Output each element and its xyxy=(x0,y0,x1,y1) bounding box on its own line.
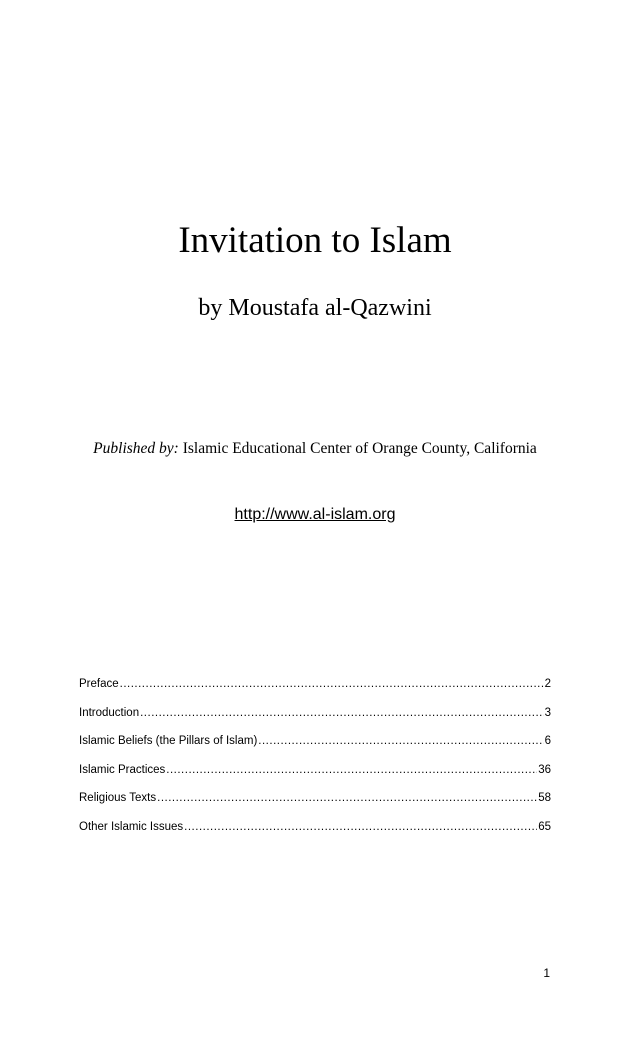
toc-leader-dots xyxy=(184,815,537,839)
toc-entry-introduction[interactable] xyxy=(79,701,551,730)
toc-entry-page: 65 xyxy=(538,820,551,833)
toc-entry-religious-texts[interactable] xyxy=(79,786,551,815)
toc-leader-dots xyxy=(157,786,537,810)
toc-entry-page: 6 xyxy=(544,735,551,748)
toc-entry-islamic-beliefs[interactable] xyxy=(79,729,551,758)
toc-entry-title: Religious Texts xyxy=(79,792,157,805)
toc-entry-title: Islamic Practices xyxy=(79,763,166,776)
author-line: by Moustafa al-Qazwini xyxy=(198,295,432,321)
toc-entry-title: Islamic Beliefs (the Pillars of Islam) xyxy=(79,735,258,748)
toc-entry-page: 36 xyxy=(538,763,551,776)
toc-entry-other-islamic-issues[interactable] xyxy=(79,815,551,844)
toc-leader-dots xyxy=(120,672,544,696)
table-of-contents xyxy=(79,672,551,844)
toc-entry-page: 3 xyxy=(544,706,551,719)
toc-entry-islamic-practices[interactable] xyxy=(79,758,551,787)
publisher-info xyxy=(80,434,550,463)
publisher-name: Islamic Educational Center of Orange County, California xyxy=(182,440,537,457)
book-title: Invitation to Islam xyxy=(178,220,452,261)
toc-entry-page: 2 xyxy=(544,678,551,690)
toc-leader-dots xyxy=(258,729,543,753)
toc-leader-dots xyxy=(140,701,543,725)
publisher-label: Published by: xyxy=(93,440,179,457)
toc-entry-title: Introduction xyxy=(79,706,140,719)
toc-leader-dots xyxy=(166,758,537,782)
website-url xyxy=(0,504,630,526)
website-link[interactable]: http://www.al-islam.org xyxy=(234,506,396,523)
page-number: 1 xyxy=(543,966,550,980)
toc-entry-title: Preface xyxy=(79,678,119,690)
toc-entry-preface[interactable] xyxy=(79,672,551,701)
toc-entry-page: 58 xyxy=(538,792,551,805)
toc-entry-title: Other Islamic Issues xyxy=(79,820,184,833)
